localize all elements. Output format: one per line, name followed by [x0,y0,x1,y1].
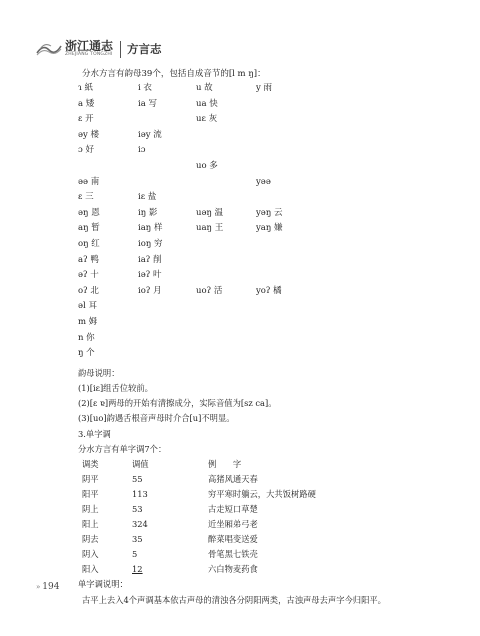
final-cell: uɛ 灰 [196,114,218,125]
tone-cell: 阴平 [82,474,99,484]
tone-cell: 高猪风通天春 [208,474,258,484]
final-cell: uəŋ 温 [196,207,224,218]
finals-row [78,207,398,223]
tone-notes-heading: 单字调说明： [78,579,128,589]
tone-cell: 阴上 [82,504,99,514]
finals-row [78,160,398,176]
final-cell: ɿ 紙 [78,83,94,93]
finals-row [78,222,398,238]
tone-cell: 调值 [132,459,149,469]
tone-cell: 醉菜唱变送爱 [208,534,258,544]
final-cell: iɛ 盐 [138,192,157,203]
header-divider [120,41,121,58]
tone-cell: 阴入 [82,549,99,559]
finals-row [78,300,398,316]
finals-row [78,238,398,254]
final-cell: yəŋ 云 [256,207,283,218]
final-cell: yaŋ 嫌 [256,223,283,234]
page-number [36,582,59,592]
tone-row [82,473,402,488]
tone-cell: 55 [132,474,143,484]
final-cell: uo 多 [196,160,218,171]
final-cell: uaŋ 王 [196,223,224,234]
final-cell: əy 楼 [78,129,100,140]
finals-row [78,332,398,348]
final-cell: əə 南 [78,176,100,187]
finals-row [78,269,398,285]
finals-row [78,129,398,145]
section-title: 方言志 [127,42,162,56]
final-cell: uoʔ 活 [196,285,223,296]
section-heading: 3.单字调 [78,428,111,439]
note-2: (2)[ɛ ɐ]两母的开始有清擦成分，实际音值为[sz ca]。 [78,398,277,409]
finals-grid [78,82,398,363]
finals-row [78,347,398,363]
tone-row [82,533,402,548]
final-cell: aʔ 鸭 [78,254,99,265]
finals-row [78,316,398,332]
final-cell: iəʔ 叶 [138,270,162,281]
page-header [36,40,162,58]
final-cell: m 姆 [78,316,98,327]
final-cell: n 你 [78,332,95,343]
tone-cell: 35 [132,534,143,544]
final-cell: aŋ 暂 [78,223,100,234]
final-cell: ɔ 好 [78,145,94,156]
final-cell: oʔ 北 [78,285,99,296]
final-cell: iɔ [138,145,146,156]
tone-row [82,518,402,533]
tone-row [82,563,402,578]
note-3: (3)[uo]韵遇舌根音声母时介合[u]不明显。 [78,413,235,424]
tone-cell: 调类 [82,459,99,469]
finals-row [78,176,398,192]
final-cell: əʔ 十 [78,270,99,281]
final-cell: ioŋ 穷 [138,238,163,249]
finals-row [78,191,398,207]
tone-cell: 5 [132,549,138,559]
tone-cell: 骨笔黑七铁壳 [208,549,258,559]
final-cell: u 故 [196,83,213,93]
tone-table [82,458,402,578]
wave-logo-icon [36,41,62,57]
tone-cell: 12 [132,564,143,574]
logo-title: 浙江通志 [65,39,114,53]
finals-row [78,254,398,270]
tone-row [82,503,402,518]
tone-cell: 近坐厢弟弓老 [208,519,258,529]
page-marker-icon: » [36,583,41,591]
final-cell: yoʔ 橘 [256,285,282,296]
final-cell: əl 耳 [78,301,97,312]
final-cell: ŋ 个 [78,348,95,359]
final-cell: iəy 流 [138,129,162,140]
logo [36,40,113,58]
final-cell: iŋ 影 [138,207,158,218]
final-cell: yəə [256,176,271,187]
final-cell: oŋ 红 [78,238,100,249]
tone-cell: 阳上 [82,519,99,529]
final-cell: ua 快 [196,98,218,109]
tone-cell: 阳入 [82,564,99,574]
final-cell: iaʔ 削 [138,254,162,265]
final-cell: ɛ 三 [78,192,94,203]
tone-cell: 324 [132,519,148,529]
final-cell: ioʔ 月 [138,285,162,296]
final-cell: iaŋ 样 [138,223,163,234]
tone-intro: 分水方言有单字调7个： [78,443,167,454]
finals-row [78,113,398,129]
tone-notes-text: 古平上去入4个声调基本依古声母的清浊各分阴阳两类，古浊声母去声字今归阳平。 [82,594,386,605]
final-cell: əŋ 恩 [78,207,100,218]
final-cell: i 衣 [138,83,152,93]
logo-subtitle: ZHEJIANG TONGZHI [65,52,113,57]
tone-row [82,548,402,563]
final-cell: ia 写 [138,98,157,109]
finals-intro: 分水方言有韵母39个，包括自成音节的[l m ŋ]： [82,69,266,79]
note-1: (1)[iɛ]组舌位较前。 [78,383,153,393]
finals-row [78,285,398,301]
tone-cell: 六白物麦药食 [208,564,258,574]
tone-cell: 例 字 [208,459,242,469]
finals-row [78,98,398,114]
final-cell: y 雨 [256,83,273,93]
final-cell: a 矮 [78,98,95,109]
tone-cell: 阳平 [82,489,99,499]
notes-heading: 韵母说明： [78,367,120,378]
final-cell: ɛ 开 [78,114,94,125]
finals-row [78,144,398,160]
tone-header-row [82,458,402,473]
tone-cell: 53 [132,504,143,514]
finals-row [78,82,398,98]
tone-cell: 穷平寒时躺云，大共饭树路硬 [208,489,316,499]
tone-cell: 古走短口草楚 [208,504,258,514]
page-number-text: 194 [42,582,60,592]
tone-cell: 113 [132,489,148,499]
tone-row [82,488,402,503]
tone-cell: 阴去 [82,534,99,544]
